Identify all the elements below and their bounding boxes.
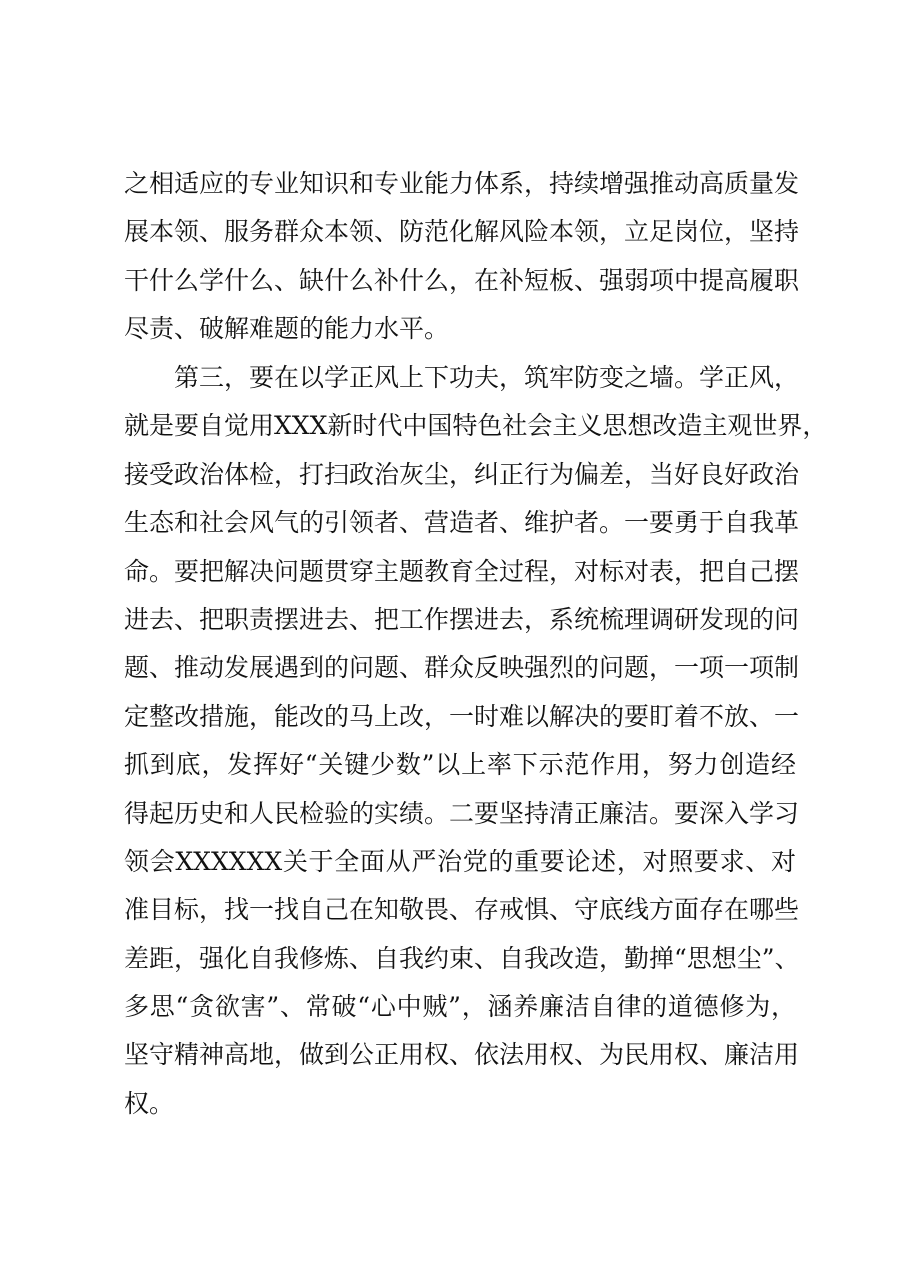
text-line: 尽责、破解难题的能力水平。 [124,314,450,344]
text-line: 第三，要在以学正风上下功夫，筑牢防变之墙。学正风， [174,363,800,392]
text-line: 干什么学什么、缺什么补什么，在补短板、强弱项中提高履职 [124,265,800,295]
paragraph-third-point [124,354,828,1128]
text-line: 准目标，找一找自己在知敬畏、存戒惧、守底线方面存在哪些 [124,895,800,925]
paragraph-continuation [124,160,800,354]
text-line: 权。 [124,1088,175,1118]
text-line: 接受政治体检，打扫政治灰尘，纠正行为偏差，当好良好政治 [124,459,800,489]
text-line: 坚守精神高地，做到公正用权、依法用权、为民用权、廉洁用 [124,1040,800,1070]
text-line: 生态和社会风气的引领者、营造者、维护者。一要勇于自我革 [124,508,800,538]
text-line: 命。要把解决问题贯穿主题教育全过程，对标对表，把自己摆 [124,556,800,586]
text-line: 多思“贪欲害”、常破“心中贼”，涵养廉洁自律的道德修为， [124,992,796,1022]
text-line: 领会XXXXXX关于全面从严治党的重要论述，对照要求、对 [124,846,796,876]
text-line: 进去、把职责摆进去、把工作摆进去，系统梳理调研发现的问 [124,604,800,634]
text-line: 就是要自觉用XXX新时代中国特色社会主义思想改造主观世界， [124,411,828,441]
text-line: 之相适应的专业知识和专业能力体系，持续增强推动高质量发 [124,169,800,198]
text-line: 展本领、服务群众本领、防范化解风险本领，立足岗位，坚持 [124,217,800,247]
text-line: 差距，强化自我修炼、自我约束、自我改造，勤掸“思想尘”、 [124,943,800,973]
text-line: 题、推动发展遇到的问题、群众反映强烈的问题，一项一项制 [124,653,800,683]
text-line: 抓到底，发挥好“关键少数”以上率下示范作用，努力创造经 [124,750,796,780]
text-line: 得起历史和人民检验的实绩。二要坚持清正廉洁。要深入学习 [124,798,800,828]
text-line: 定整改措施，能改的马上改，一时难以解决的要盯着不放、一 [124,701,800,731]
